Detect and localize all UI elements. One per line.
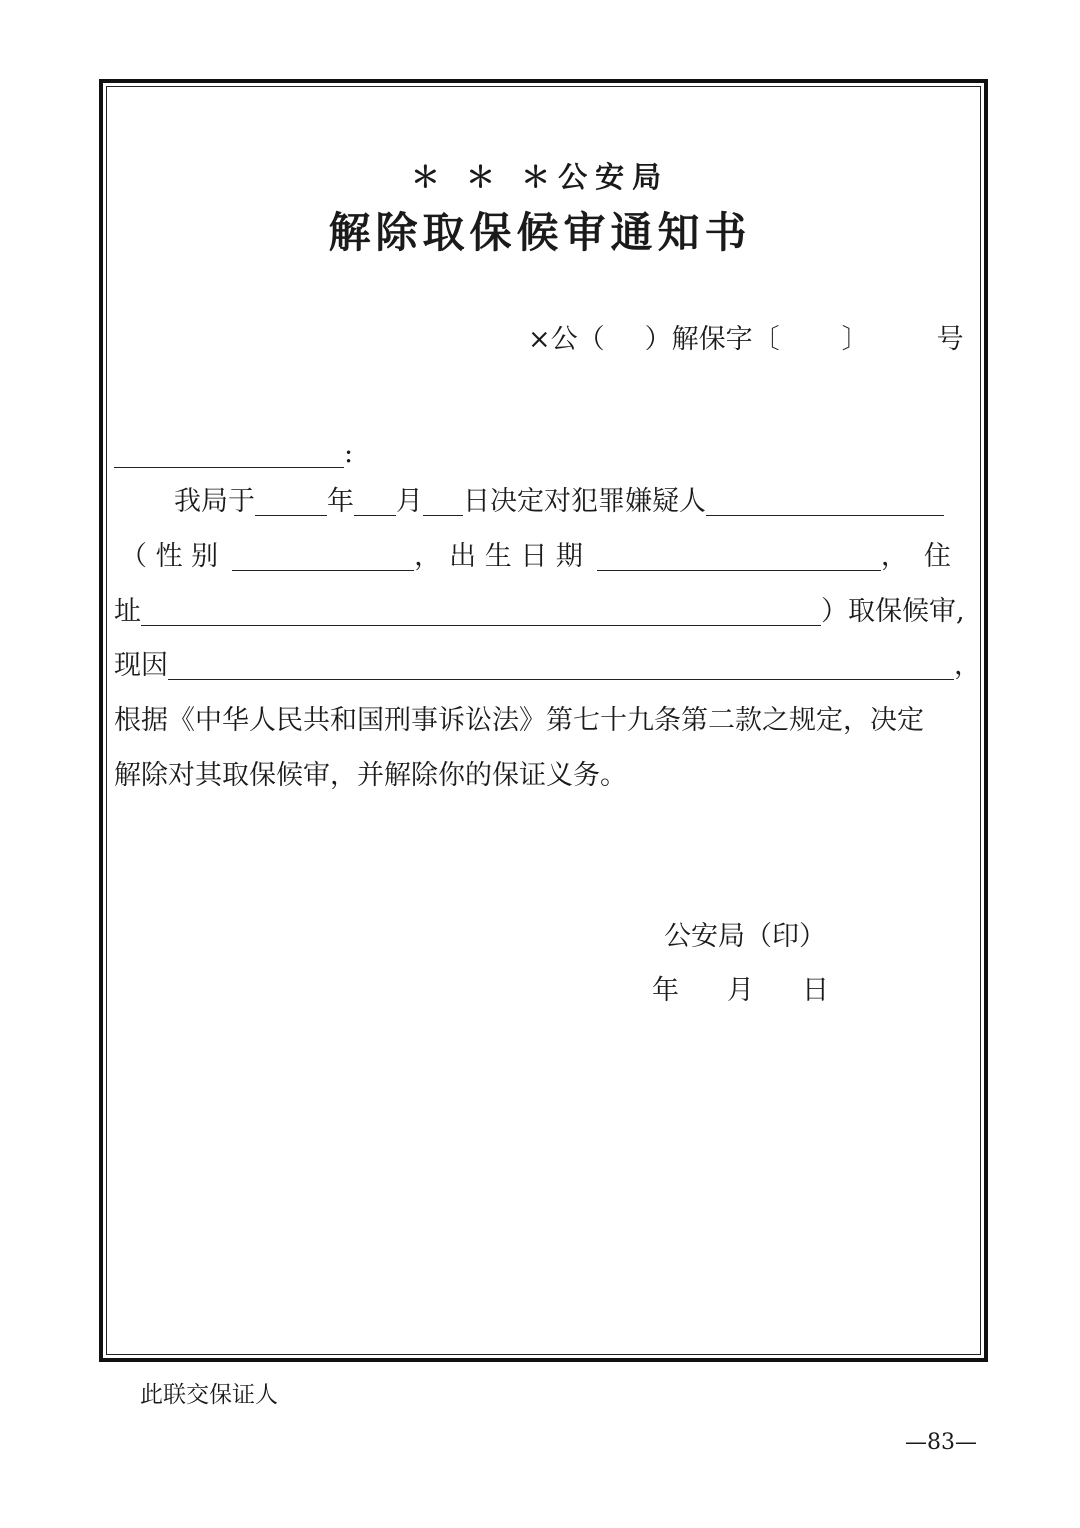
body-line-2 (120, 537, 951, 577)
text-comma-2: ， (880, 541, 908, 572)
birth-date-blank[interactable] (597, 540, 881, 571)
salutation-colon: : (344, 438, 354, 469)
month-blank[interactable] (354, 485, 396, 516)
document-number (528, 320, 964, 360)
recipient-blank[interactable] (114, 437, 344, 468)
body-line-5: 根据《中华人民共和国刑事诉讼法》第七十九条第二款之规定，决定 (114, 705, 924, 736)
year-blank[interactable] (255, 485, 327, 516)
body-line-6: 解除对其取保候审，并解除你的保证义务。 (114, 760, 627, 791)
doc-number-close: 〕 (841, 324, 869, 355)
suspect-name-blank[interactable] (706, 485, 944, 516)
reason-blank[interactable] (168, 649, 954, 680)
address-blank[interactable] (141, 595, 821, 626)
doc-number-middle: ）解保字〔 (644, 324, 780, 355)
doc-number-suffix: 号 (936, 324, 964, 355)
text-bail-pending: ）取保候审, (821, 596, 965, 627)
signature-month: 月 (727, 975, 754, 1006)
text-month: 月 (396, 486, 423, 517)
signature-year: 年 (652, 975, 679, 1006)
body-line-4 (114, 646, 981, 686)
body-line-3 (114, 592, 965, 632)
salutation (114, 434, 353, 474)
copy-note: 此联交保证人 (140, 1382, 278, 1408)
signature-date (652, 971, 829, 1011)
text-birth-date: 出 生 日 期 (449, 541, 583, 572)
page-number: —83— (905, 1430, 977, 1455)
text-comma: ， (414, 541, 442, 572)
text-gender: （ 性 别 (120, 541, 219, 572)
text-comma-3: ， (954, 650, 981, 681)
seal-line: 公安局（印） (664, 921, 826, 952)
agency-name: ＊ ＊ ＊公安局 (410, 160, 670, 194)
signature-day: 日 (802, 975, 829, 1006)
text-reason: 现因 (114, 650, 168, 681)
text-address: 址 (114, 596, 141, 627)
text-decision: 日决定对犯罪嫌疑人 (463, 486, 706, 517)
text-issued-on: 我局于 (174, 486, 255, 517)
day-blank[interactable] (423, 485, 463, 516)
text-residence: 住 (923, 541, 951, 572)
body-line-1 (174, 482, 944, 522)
text-year: 年 (327, 486, 354, 517)
gender-blank[interactable] (232, 540, 414, 571)
doc-number-prefix: ×公（ (528, 324, 605, 355)
page-title: 解除取保候审通知书 (328, 208, 752, 257)
